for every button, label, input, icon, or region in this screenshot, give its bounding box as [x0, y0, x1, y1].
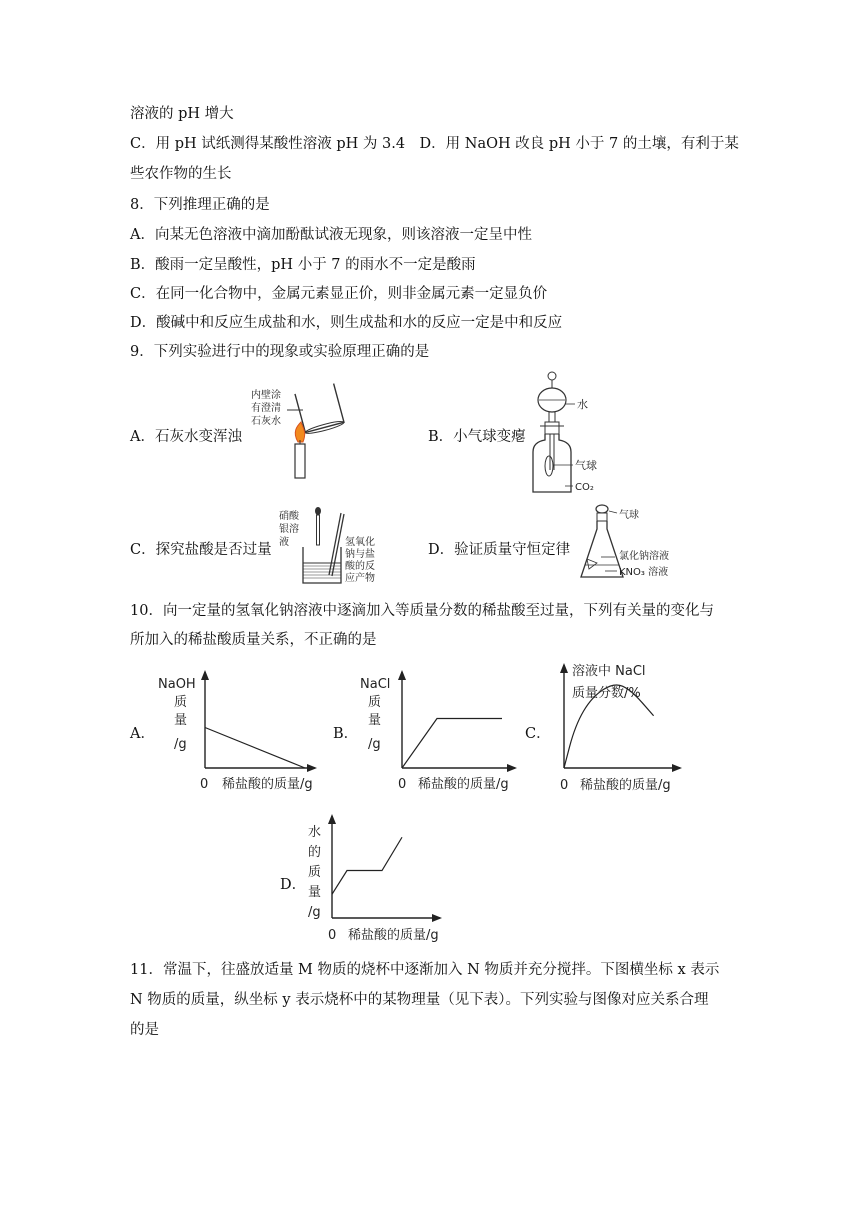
q8-option-a: A．向某无色溶液中滴加酚酞试液无现象，则该溶液一定呈中性	[130, 227, 532, 243]
q8-option-d: D．酸碱中和反应生成盐和水，则生成盐和水的反应一定是中和反应	[130, 315, 563, 331]
chart-c-y-arrow	[560, 663, 568, 673]
question-8: 8．下列推理正确的是	[130, 197, 270, 213]
option-cd-line: C．用 pH 试纸测得某酸性溶液 pH 为 3.4 D．用 NaOH 改良 pH 小于 7 的土壤，有利于某	[130, 136, 739, 152]
chart-c-ylabel-line: 溶液中 NaCl	[572, 664, 646, 679]
text-line: 溶液的 pH 增大	[130, 106, 234, 122]
chart-c	[550, 655, 690, 800]
question-11-line-3: 的是	[130, 1022, 159, 1038]
chart-a-ylabel	[158, 677, 196, 752]
fig-a-label-3: 石灰水	[251, 416, 281, 427]
fig-c-left-3: 液	[279, 537, 289, 548]
chart-a-ylabel-line: /g	[174, 737, 187, 752]
fig-c-left-1: 硝酸	[279, 511, 299, 522]
figure-balloon-flask	[525, 370, 620, 495]
question-11-line-2: N 物质的质量，纵坐标 y 表示烧杯中的某物理量（见下表）。下列实验与图像对应关系合理	[130, 992, 709, 1008]
chart-a-y-arrow	[201, 670, 209, 680]
q10-option-a: A．	[130, 726, 155, 742]
q10-option-c: C．	[525, 726, 551, 742]
question-11-line-1: 11．常温下，往盛放适量 M 物质的烧杯中逐渐加入 N 物质并充分搅拌。下图横坐标 x 表示	[130, 962, 720, 978]
chart-b-origin: 0	[398, 777, 407, 792]
question-9: 9．下列实验进行中的现象或实验原理正确的是	[130, 344, 430, 360]
chart-b-ylabel-line: 质	[368, 695, 382, 710]
chart-c-x-arrow	[672, 764, 682, 772]
chart-b-ylabel-line: NaCl	[360, 677, 391, 692]
fig-d-solution-2: KNO₃ 溶液	[619, 567, 669, 578]
chart-b	[350, 660, 525, 800]
fig-b-balloon-label: 气球	[575, 459, 597, 472]
chart-b-ylabel-line: 量	[368, 713, 382, 728]
q9-option-d: D．验证质量守恒定律	[428, 542, 571, 558]
chart-c-ylabel-line: 质量分数/%	[572, 686, 641, 701]
chart-a-x-arrow	[307, 764, 317, 772]
chart-b-y-arrow	[398, 670, 406, 680]
fig-c-right-4: 应产物	[345, 573, 375, 584]
chart-d-series-line	[332, 837, 402, 894]
chart-a-origin: 0	[200, 777, 209, 792]
fig-c-right-2: 钠与盐	[345, 549, 375, 560]
chart-d-xlabel: 稀盐酸的质量/g	[348, 928, 439, 943]
q10-option-b: B．	[333, 726, 359, 742]
chart-a-series-line	[205, 728, 305, 769]
fig-c-right-1: 氢氧化	[345, 537, 375, 548]
q9-option-c: C．探究盐酸是否过量	[130, 542, 272, 558]
figure-limewater-beaker	[245, 380, 345, 480]
q9-option-a: A．石灰水变浑浊	[130, 429, 242, 445]
chart-a-ylabel-line: 质	[174, 695, 188, 710]
chart-a-xlabel: 稀盐酸的质量/g	[222, 777, 313, 792]
q9-option-b: B．小气球变瘪	[428, 429, 526, 445]
chart-a-ylabel-line: NaOH	[158, 677, 196, 692]
chart-a	[150, 660, 325, 800]
chart-b-x-arrow	[507, 764, 517, 772]
fig-b-gas-label: CO₂	[575, 482, 594, 493]
fig-a-label-1: 内壁涂	[251, 390, 281, 401]
chart-d-ylabel-line: /g	[308, 905, 321, 920]
chart-d-ylabel-line: 的	[308, 845, 322, 860]
chart-d-ylabel-line: 量	[308, 885, 322, 900]
chart-c-origin: 0	[560, 778, 569, 793]
fig-c-right-3: 酸的反	[345, 561, 375, 572]
chart-d-ylabel-line: 质	[308, 865, 322, 880]
q8-option-b: B．酸雨一定呈酸性，pH 小于 7 的雨水不一定是酸雨	[130, 257, 476, 273]
question-10-line-2: 所加入的稀盐酸质量关系，不正确的是	[130, 632, 377, 648]
figure-silver-nitrate-beaker	[275, 505, 395, 587]
fig-d-balloon-label: 气球	[619, 510, 639, 521]
q10-option-d: D．	[280, 877, 307, 893]
q8-option-c: C．在同一化合物中，金属元素显正价，则非金属元素一定显负价	[130, 286, 548, 302]
chart-d-x-arrow	[432, 914, 442, 922]
chart-d	[300, 812, 450, 947]
fig-b-water-label: 水	[577, 398, 588, 411]
question-10-line-1: 10．向一定量的氢氧化钠溶液中逐滴加入等质量分数的稀盐酸至过量，下列有关量的变化与	[130, 603, 714, 619]
chart-b-xlabel: 稀盐酸的质量/g	[418, 777, 509, 792]
chart-a-ylabel-line: 量	[174, 713, 188, 728]
figure-conical-flask	[575, 503, 695, 585]
chart-b-series-line	[402, 719, 502, 769]
chart-c-xlabel: 稀盐酸的质量/g	[580, 778, 671, 793]
chart-d-y-arrow	[328, 814, 336, 824]
chart-b-ylabel-line: /g	[368, 737, 381, 752]
fig-d-solution-1: 氯化钠溶液	[619, 551, 669, 562]
fig-a-label-2: 有澄清	[251, 403, 281, 414]
fig-c-left-2: 银溶	[279, 524, 299, 535]
text-line: 些农作物的生长	[130, 166, 232, 182]
chart-d-ylabel-line: 水	[308, 825, 322, 840]
chart-d-origin: 0	[328, 928, 337, 943]
